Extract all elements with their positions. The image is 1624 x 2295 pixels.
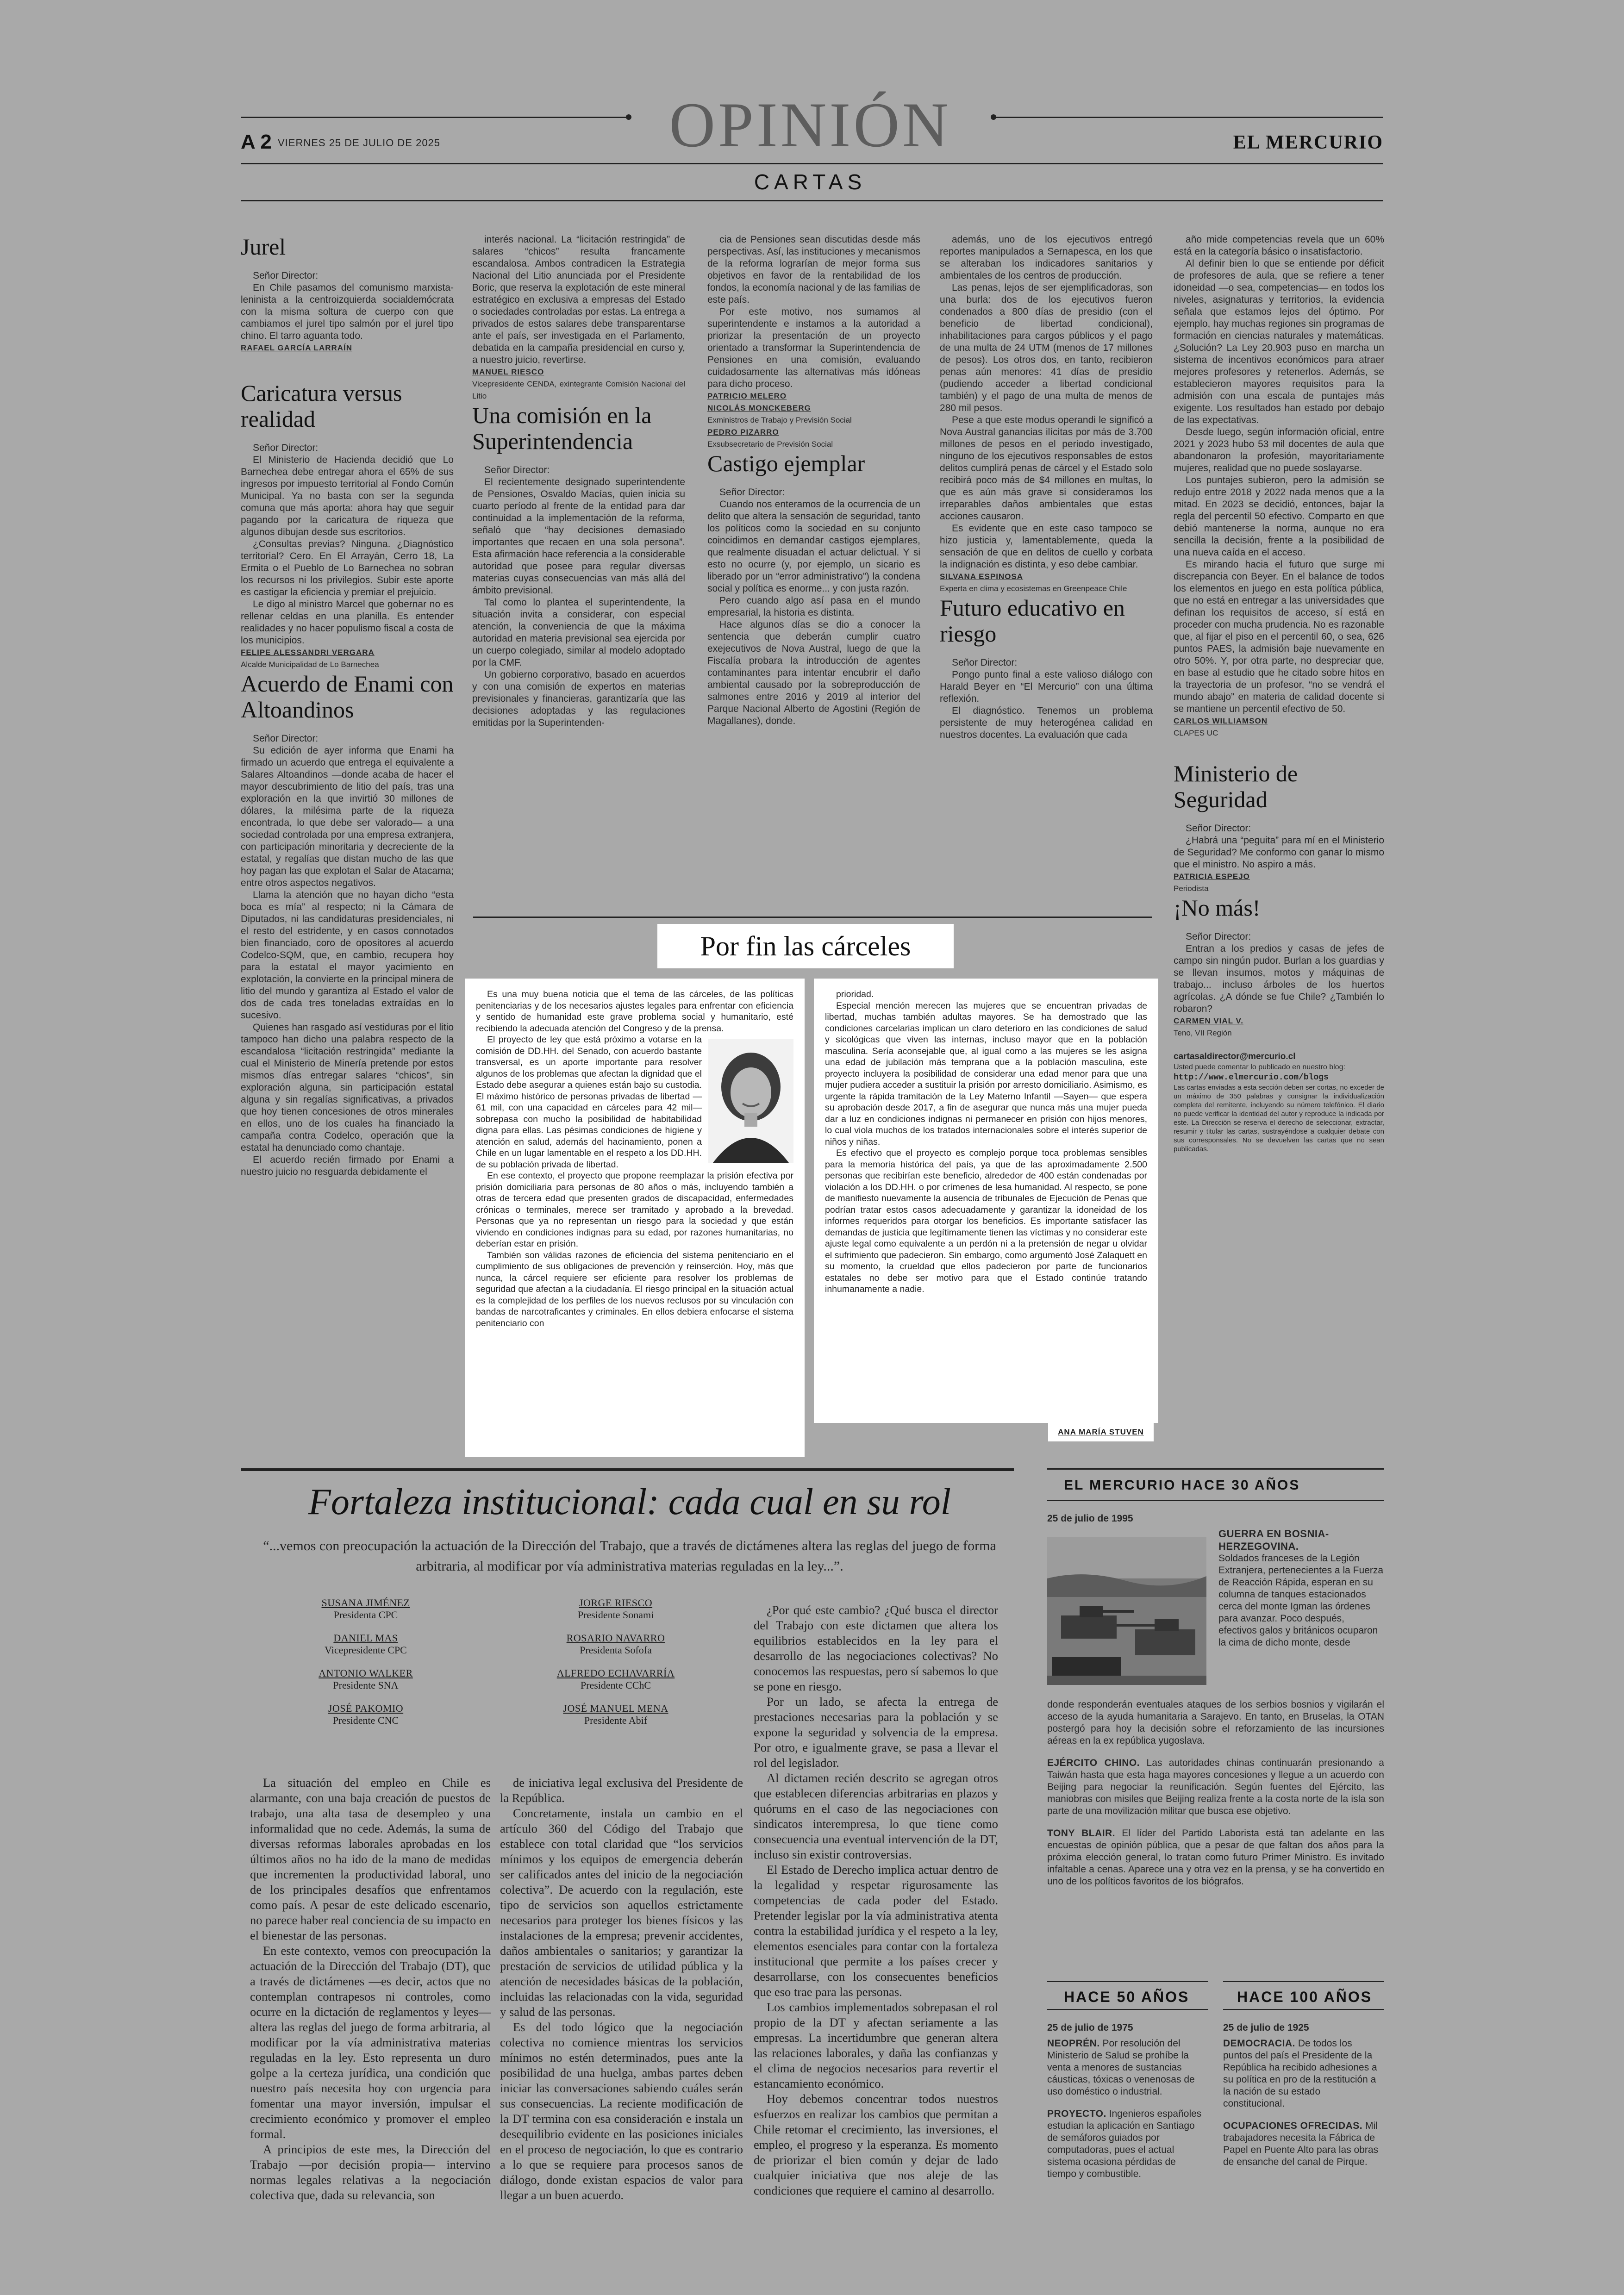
- letter-paragraph: Pero cuando algo así pasa en el mundo empresarial, la historia es distinta.: [707, 595, 920, 618]
- letter-nomas: [1174, 895, 1384, 1039]
- hace100-kicker2: OCUPACIONES OFRECIDAS.: [1223, 2120, 1363, 2131]
- letter-salutation: Señor Director:: [253, 443, 319, 453]
- header-dot-left: [626, 114, 631, 120]
- signer-role: Vicepresidente CPC: [325, 1644, 407, 1656]
- letter-enami: [241, 671, 454, 1178]
- letter-paragraph: interés nacional. La “licitación restringida” de salares “chicos” resulta francamente escandalosa. Ambos contradicen la Estrategia Nacional del Litio anunciada por el Presidente Boric, que reserva la explotación de este mineral estratégico en exclusiva a empresas del Estado o sociedades controladas por estas. La entrega a privados de estos salares debe transparentarse ante el país, ser investigada en el Parlamento, debatida en la campaña presidencial en curso y, a nuestro juicio, revertirse.: [472, 234, 685, 365]
- hace50-content: [1047, 2022, 1205, 2180]
- signer-name: JOSÉ MANUEL MENA: [563, 1703, 668, 1714]
- letter-salutation: Señor Director:: [253, 733, 319, 744]
- hace100-story2-text: Mil trabajadores necesita la Fábrica de Papel en Puente Alto para las obras de ensanche del canal de Pirque.: [1223, 2120, 1379, 2167]
- signer-name: SUSANA JIMÉNEZ: [321, 1597, 410, 1609]
- letter-paragraph: El acuerdo recién firmado por Enami a nuestro juicio no resguarda debidamente el: [241, 1154, 454, 1177]
- contact-note: Las cartas enviadas a esta sección deben ser cortas, no exceder de un máximo de 350 palabras y consignar la individualización completa del remitente, incluyendo su número telefónico. El diario no puede verificar la identidad del autor y reproduce la indicada por este. La Dirección se reserva el derecho de seleccionar, extractar, resumir y titular las cartas, sustrayéndose a cualquier debate con sus corresponsales. No se devuelven las cartas que no sean publicadas.: [1174, 1084, 1384, 1153]
- letter-paragraph: ¿Consultas previas? Ninguna. ¿Diagnóstico territorial? Cero. En El Arrayán, Cerro 18, La Ermita o el Pueblo de Lo Barnechea no sobran los recursos ni los privilegios. Subir este aporte es castigar la eficiencia y premiar el prejuicio.: [241, 539, 454, 598]
- hace30-story2-text: Las autoridades chinas continuarán presionando a Taiwán hasta que esta haga mayores concesiones y llegue a un acuerdo con Beijing para negociar la reunificación. Según fuentes del Ejército, las maniobras con misiles que Beijing realiza frente a la costa norte de la isla son parte de una movilización militar que busca ese objetivo.: [1047, 1758, 1384, 1816]
- letter-paragraph: Pongo punto final a este valioso diálogo con Harald Beyer en “El Mercurio” con una última reflexión.: [940, 669, 1153, 704]
- letter-salutation: Señor Director:: [484, 465, 550, 475]
- editorial-paragraph: Al dictamen recién descrito se agregan otros que establecen diferencias arbitrarias en plazos y quórums en el caso de las negociaciones con sindicatos interempresa, lo que tiene como consecuencia una eventual intervención de la DT, incluso sin existir controversias.: [754, 1771, 998, 1861]
- hace50-story2-text: Ingenieros españoles estudian la aplicación en Santiago de semáforos guiados por computadoras, pues el actual sistema ocasiona pérdidas de tiempo y combustible.: [1047, 2108, 1202, 2179]
- letter-role: Vicepresidente CENDA, exintegrante Comisión Nacional del Litio: [472, 380, 685, 400]
- editorial-paragraph: ¿Por qué este cambio? ¿Qué busca el director del Trabajo con este dictamen que altera los equilibrios establecidos en la ley para el desarrollo de las negociaciones colectivas? No conocemos las respuestas, pero sí sabemos lo que se pone en riesgo.: [754, 1603, 998, 1693]
- featured-column-2: [814, 979, 1158, 1423]
- hace50-story1-text: Por resolución del Ministerio de Salud se prohíbe la venta a menores de sustancias cáusticas, tóxicas o venenosas de uso doméstico o industrial.: [1047, 2038, 1195, 2097]
- letter-paragraph: Hace algunos días se dio a conocer la sentencia que deberán cumplir cuatro exejecutivos de Nova Austral, luego de que la Fiscalía probara la introducción de agentes contaminantes para intentar encubrir el daño ambiental causado por la sobreproducción de salmones entre 2016 y 2019 al interior del Parque Nacional Alberto de Agostini (Región de Magallanes), donde.: [707, 619, 920, 726]
- letters-column-1: [241, 234, 454, 1178]
- letter-paragraph: además, uno de los ejecutivos entregó reportes manipulados a Sernapesca, en los que se alteraban los indicadores sanitarios y ambientales de los centros de producción.: [940, 234, 1153, 281]
- letter-paragraph: El Ministerio de Hacienda decidió que Lo Barnechea debe entregar ahora el 65% de sus ingresos por impuesto territorial al Fondo Común Municipal. Ya no basta con ser la segunda comuna que más aporta: ahora hay que seguir pagando por la caricatura de riqueza que algunos dibujan desde sus escritorios.: [241, 455, 454, 537]
- hace30-date: 25 de julio de 1995: [1047, 1513, 1133, 1524]
- letter-paragraph: Le digo al ministro Marcel que gobernar no es rellenar celdas en una planilla. Es entender realidades y no hacer populismo fiscal a costa de los municipios.: [241, 599, 454, 646]
- hace30-rule: [1047, 1468, 1384, 1470]
- signer-name: JOSÉ PAKOMIO: [328, 1703, 404, 1714]
- page-date: VIERNES 25 DE JULIO DE 2025: [278, 137, 441, 149]
- letter-signature: CARLOS WILLIAMSON: [1174, 717, 1268, 725]
- letter-title: Futuro educativo en riesgo: [940, 595, 1125, 647]
- hace30-photo: [1047, 1537, 1206, 1685]
- hace50-kicker2: PROYECTO.: [1047, 2108, 1106, 2119]
- subsection-title: CARTAS: [754, 170, 867, 194]
- letter-title: Una comisión en la Superintendencia: [472, 402, 652, 454]
- letter-title: Acuerdo de Enami con Altoandinos: [241, 671, 454, 723]
- hace50-date: 25 de julio de 1975: [1047, 2022, 1133, 2033]
- letters-column-2: [472, 234, 685, 729]
- letter-role: CLAPES UC: [1174, 729, 1218, 737]
- letter-paragraph: Entran a los predios y casas de jefes de campo sin ningún pudor. Burlan a los guardias y se llevan insumos, motos y máquinas de trabajo... incluso árboles de los huertos agrícolas. ¿A dónde se fue Chile? ¿También lo robaron?: [1174, 943, 1384, 1014]
- letter-signature: CARMEN VIAL V.: [1174, 1017, 1243, 1025]
- page-number: A 2: [241, 131, 272, 153]
- letter-paragraph: Un gobierno corporativo, basado en acuerdos y con una comisión de expertos en materias previsionales y financieras, garantizaría que las decisiones adoptadas y las regulaciones emitidas por la Superintenden-: [472, 669, 685, 728]
- contact-blog-intro: Usted puede comentar lo publicado en nuestro blog:: [1174, 1063, 1345, 1071]
- header-rule-top: [241, 163, 1383, 164]
- hace100-story1-text: De todos los puntos del país el Presidente de la República ha recibido adhesiones a su política en pro de la restitución a la nación de su estado constitucional.: [1223, 2038, 1377, 2109]
- letters-column-5: [1174, 234, 1384, 1154]
- hace50-header: HACE 50 AÑOS: [1064, 1989, 1190, 2005]
- letter-paragraph: Cuando nos enteramos de la ocurrencia de un delito que altera la sensación de seguridad, tanto los políticos como la sociedad en su conjunto coincidimos en demandar castigos ejemplares, que realmente disuadan el actuar delictual. Y si esto no ocurre (y, por ejemplo, un sicario es liberado por un “error administrativo”) la condena social y política es enorme... y con justa razón.: [707, 499, 920, 594]
- header-rule-left: [241, 117, 630, 118]
- letter-signature: FELIPE ALESSANDRI VERGARA: [241, 648, 375, 657]
- editorial-paragraph: Es del todo lógico que la negociación colectiva no comience mientras los servicios mínimos no estén determinados, pues ante la posibilidad de una huelga, ambas partes deben iniciar las conversaciones sabiendo cuáles serán sus consecuencias. La reciente modificación de la DT termina con esa consideración e instala un desequilibrio evidente en las posiciones iniciales en el proceso de negociación, lo que es contrario a lo que se requiere para procesos sanos de diálogo, donde existan espacios de valor para llegar a un buen acuerdo.: [500, 2020, 743, 2202]
- featured-paragraph: Especial mención merecen las mujeres que se encuentran privadas de libertad, muchas también adultas mayores. Se ha demostrado que las condiciones carcelarias implican un claro deterioro en las condiciones de salud y sicológicas que viven las internas, incluso mayor que en la población masculina. Sería aconsejable que, al igual como a las mujeres se les asigna una edad de jubilación más temprana que a la población masculina, este proyecto incluyera la posibilidad de considerar una edad menor para que una mujer pudiera acceder a sustituir la prisión por arresto domiciliario. Asimismo, es urgente la rápida tramitación de la Ley Materno Infantil —Sayen— que espera su aprobación desde 2017, a fin de asegurar que nunca más una mujer pueda dar a luz en condiciones indignas ni permanecer en prisión con hijos menores, lo cual viola muchos de los tratados internacionales sobre el interés superior de niños y niñas.: [825, 1000, 1147, 1147]
- editorial-title: Fortaleza institucional: cada cual en su rol: [308, 1482, 951, 1522]
- contact-email[interactable]: cartasaldirector@mercurio.cl: [1174, 1052, 1296, 1061]
- letter-castigo: [707, 450, 920, 727]
- letter-role: Exsubsecretario de Previsión Social: [707, 440, 833, 449]
- newspaper-name: EL MERCURIO: [1233, 132, 1383, 153]
- tank-column-photo-icon: [1047, 1537, 1206, 1685]
- letter-paragraph: año mide competencias revela que un 60% está en la categoría básico o insatisfactorio.: [1174, 234, 1384, 257]
- signer-role: Presidente SNA: [333, 1679, 399, 1691]
- letter-paragraph: Llama la atención que no hayan dicho “esta boca es mía” al respecto; ni la Cámara de Diputados, ni las candidaturas presidenciales, ni el resto del estridente, y en casos connotados bien financiado, coro de opositores al acuerdo Codelco-SQM, que, en cambio, recupera hoy para la estatal el mayor yacimiento en explotación, la convierte en la principal minera de litio del mundo y garantiza al Estado el valor de dos de cada tres toneladas extraídas en lo sucesivo.: [241, 890, 454, 1021]
- signer-role: Presidente Sonami: [577, 1609, 654, 1621]
- letter-role: Periodista: [1174, 884, 1209, 893]
- hace30-kicker2: EJÉRCITO CHINO.: [1047, 1758, 1140, 1768]
- letter-paragraph: El diagnóstico. Tenemos un problema persistente de muy heterogénea calidad en nuestros docentes. La evaluación que cada: [940, 705, 1153, 740]
- editorial-paragraph: Los cambios implementados sobrepasan el rol propio de la DT y afectan seriamente a las empresas. La incertidumbre que generan altera las relaciones laborales, y daña las confianzas y el clima de negocios necesarios para revertir el estancamiento económico.: [754, 2000, 998, 2090]
- letter-signature: NICOLÁS MONCKEBERG: [707, 404, 811, 412]
- hace100-story2: [1223, 2120, 1380, 2168]
- letter-paragraph: Al definir bien lo que se entiende por déficit de profesores de aula, que se refiere a tener idoneidad —o sea, competencias— en todos los niveles, asignaturas y territorios, la evidencia señala que estamos lejos del óptimo. Por ejemplo, hay muchas regiones sin programas de formación en ciencias naturales y matemáticas. ¿Solución? La Ley 20.903 puso en marcha un sistema de incentivos económicos para atraer mejores profesores y retenerlos. Además, se establecieron mayores requisitos para la admisión con una escala de puntajes más exigente. Los resultados han estado por debajo de las expectativas.: [1174, 258, 1384, 425]
- hace30-kicker3: TONY BLAIR.: [1047, 1828, 1116, 1839]
- hace30-story1-text: Soldados franceses de la Legión Extranjera, pertenecientes a la Fuerza de Reacción Rápida, esperan en su columna de tanques estacionados cerca del monte Igman las órdenes para avanzar. Poco después, efectivos galos y británicos ocuparon la cima de dicho monte, desde: [1218, 1553, 1384, 1648]
- featured-paragraph: En ese contexto, el proyecto que propone reemplazar la prisión efectiva por prisión domiciliaria para personas de 80 años o más, incluyendo también a otras de tercera edad que presenten grados de discapacidad, enfermedades crónicas o terminales, merece ser tramitado y aprobado a la brevedad. Personas que ya no representan un riesgo para la sociedad y que están viviendo en condiciones indignas para su edad, por razones humanitarias, no deberían estar en prisión.: [476, 1171, 793, 1249]
- letter-title: Jurel: [241, 234, 286, 260]
- hace30-stories: [1047, 1699, 1384, 1888]
- letter-futuro: [940, 595, 1153, 741]
- author-photo: [708, 1039, 793, 1163]
- letters-column-4: [940, 234, 1153, 741]
- letter-paragraph: Es evidente que en este caso tampoco se hizo justicia y, lamentablemente, queda la sensación de que en delitos de cuello y corbata la indignación es distinta, y eso debe cambiar.: [940, 523, 1153, 570]
- signer-name: DANIEL MAS: [333, 1632, 398, 1644]
- hace30-header: EL MERCURIO HACE 30 AÑOS: [1064, 1478, 1300, 1493]
- letter-paragraph: Su edición de ayer informa que Enami ha firmado un acuerdo que entrega el equivalente a Salares Altoandinos —donde acaba de hacer el mayor descubrimiento de litio del país, tras una exploración en la que invirtió 30 millones de dólares, la milésima parte de la riqueza encontrada, lo que debe ser valorado— a una sociedad controlada por una empresa extranjera, con participación minoritaria y decreciente de la estatal, y regalías que distan mucho de las que hoy pagan las que explotan el Salar de Atacama; entre otros aspectos negativos.: [241, 745, 454, 888]
- header-rule-bottom: [241, 200, 1383, 201]
- letter-signature: PATRICIA ESPEJO: [1174, 872, 1250, 881]
- hace50-story1: [1047, 2038, 1205, 2098]
- letter-signature: MANUEL RIESCO: [472, 368, 544, 376]
- hace30-kicker: GUERRA EN BOSNIA-HERZEGOVINA.: [1218, 1528, 1329, 1552]
- letter-salutation: Señor Director:: [253, 270, 319, 281]
- letter-salutation: Señor Director:: [719, 487, 785, 498]
- editorial-column-1: [250, 1775, 491, 2203]
- signer-name: ALFREDO ECHAVARRÍA: [556, 1667, 675, 1679]
- signer-name: ANTONIO WALKER: [319, 1667, 413, 1679]
- letter-paragraph: Tal como lo plantea el superintendente, la situación invita a considerar, con especial atención, la conveniencia de que la máxima autoridad en materia previsional sea ejercida por un cuerpo colegiado, similar al modelo adoptado por la CMF.: [472, 597, 685, 668]
- signer-name: JORGE RIESCO: [579, 1597, 653, 1609]
- hace100-story1: [1223, 2038, 1380, 2110]
- editorial-paragraph: A principios de este mes, la Dirección del Trabajo —por decisión propia— intervino normas legales relativas a la negociación colectiva que, dada su relevancia, son: [250, 2142, 491, 2202]
- editorial-paragraph: Por un lado, se afecta la entrega de prestaciones necesarias para la población y se expone la seguridad y solvencia de la empresa. Por otro, e igualmente grave, se pasa a llevar el rol del legislador.: [754, 1695, 998, 1770]
- featured-rule: [473, 917, 1152, 918]
- letter-comision: [472, 402, 685, 729]
- editorial-column-3: [754, 1603, 998, 2198]
- featured-column-1: [465, 979, 805, 1457]
- letter-salutation: Señor Director:: [1186, 823, 1251, 834]
- letter-title: ¡No más!: [1174, 895, 1261, 921]
- hace30-story1-wrap: [1218, 1528, 1384, 1649]
- signer-role: Presidente CNC: [332, 1715, 399, 1726]
- editorial-paragraph: En este contexto, vemos con preocupación la actuación de la Dirección del Trabajo (DT), que a través de dictámenes —es decir, actos que no contemplan contrapesos ni controles, como ocurre en la dictación de reglamentos y leyes— altera las reglas del juego de forma arbitraria, al modificar por la vía administrativa materias reguladas en la ley. Esto representa un duro golpe a la certeza jurídica, una condición que nuestro país necesita hoy con urgencia para fomentar una mayor inversión, impulsar el crecimiento económico y promover el empleo formal.: [250, 1944, 491, 2141]
- letter-paragraph: Desde luego, según información oficial, entre 2021 y 2023 hubo 53 mil docentes de aula que abandonaron la profesión, mayoritariamente mujeres, realidad que no puede soslayarse.: [1174, 427, 1384, 474]
- hace30-header-box: [1047, 1472, 1384, 1501]
- letter-role: Teno, VII Región: [1174, 1029, 1232, 1037]
- editorial-quote: “...vemos con preocupación la actuación de la Dirección del Trabajo, que a través de dictámenes altera las reglas del juego de forma arbitraria, al modificar por vía administrativa materias reguladas en la ley...”.: [263, 1538, 996, 1574]
- letter-paragraph: Por este motivo, nos sumamos al superintendente e instamos a la autoridad a priorizar la presentación de un proyecto orientado a transformar la Superintendencia de Pensiones en una comisión, evaluando cuidadosamente las alternativas más idóneas para dicho proceso.: [707, 306, 920, 389]
- letter-paragraph: Es mirando hacia el futuro que surge mi discrepancia con Beyer. En el balance de todos los elementos en juego en esta política pública, que no está en entregar a las universidades que definan los requisitos de acceso, sí está en proceder con mucha prudencia. No es razonable que, al fijar el piso en el percentil 60, o sea, 626 puntos PAES, la admisión baje nuevamente en otro 50%. Y, por otra parte, no despreciar que, en base al estudio que he citado sobre hitos en la trayectoria de un profesor, “no se vendrá el mundo abajo” en materia de calidad docente si se mantiene un percentil efectivo de 50.: [1174, 559, 1384, 714]
- letter-signature: RAFAEL GARCÍA LARRAÍN: [241, 343, 353, 352]
- letter-salutation: Señor Director:: [952, 657, 1018, 668]
- signer-role: Presidenta CPC: [333, 1609, 398, 1621]
- hace50-rule: [1047, 1981, 1208, 1982]
- letter-paragraph: Los puntajes subieron, pero la admisión se redujo entre 2018 y 2022 nada menos que a la mitad. En 2023 se decidió, entonces, bajar la regla del percentil 50 efectivo. Comparto en que debió mantenerse la norma, aunque no era sencilla la decisión, frente a la posibilidad de una nueva caída en el acceso.: [1174, 475, 1384, 558]
- letter-role: Exministros de Trabajo y Previsión Social: [707, 416, 852, 424]
- featured-paragraph: prioridad.: [836, 989, 874, 999]
- hace50-kicker1: NEOPRÉN.: [1047, 2038, 1100, 2049]
- hace100-date: 25 de julio de 1925: [1223, 2022, 1309, 2033]
- featured-paragraph: Es efectivo que el proyecto es complejo porque toca problemas sensibles para la memoria histórica del país, ya que de las aproximadamente 2.500 personas que recibirían este beneficio, alrededor de 400 están condenadas por violación a los DD.HH. o por crímenes de lesa humanidad. Al respecto, se pone de manifiesto nuevamente la ausencia de tribunales de Ejecución de Penas que podrían tratar estos casos adecuadamente y garantizar la idoneidad de los informes requeridos para otorgar los beneficios. Es importante satisfacer las demandas de justicia que legítimamente tienen las víctimas y no considerar este ajuste legal como equivalente a un perdón ni a la pretensión de negar u olvidar el sufrimiento que padecieron. Sin embargo, como argumentó José Zalaquett en su momento, la crueldad que ellos padecieron por parte de funcionarios estatales no debe ser motivo para que el Estado continúe tratando inhumanamente a nadie.: [825, 1148, 1147, 1294]
- editorial-column-2: [500, 1775, 743, 2203]
- letters-contact-info: [1174, 1051, 1384, 1154]
- letter-paragraph: Quienes han rasgado así vestiduras por el litio tampoco han dicho una palabra respecto de la escandalosa “licitación restringida” mediante la cual el Ministerio de Minería pretende por estos mismos días entregar salares “chicos”, sin exploración alguna, sin participación estatal alguna y sin regalías significativas, a privados que hoy tienen concesiones de otros minerales en ellos, uno de los cuales ha financiado la campaña contra Codelco, operación que la estatal ha denunciado como chantaje.: [241, 1022, 454, 1153]
- hace50-story2: [1047, 2108, 1205, 2180]
- editorial-signers-right: [537, 1592, 694, 1738]
- featured-paragraph: También son válidas razones de eficiencia del sistema penitenciario en el cumplimiento de sus obligaciones de prevención y reinserción. Hoy, más que nunca, la cárcel requiere ser eficiente para resolver los problemas de seguridad que afectan a la ciudadanía. El riesgo principal en la situación actual es la complejidad de los perfiles de los nuevos reclusos por su vinculación con bandas de narcotraficantes y criminales. En ellos debiera enfocarse el sistema penitenciario con: [476, 1250, 793, 1328]
- hace30-story3: [1047, 1827, 1384, 1888]
- featured-paragraph: Es una muy buena noticia que el tema de las cárceles, de las políticas penitenciarias y de los necesarios ajustes legales para enfrentar con eficiencia y sentido de humanidad este grave problema social y humanitario, esté recibiendo la adecuada atención del Congreso y de la prensa.: [476, 989, 793, 1034]
- section-title: OPINIÓN: [669, 89, 951, 160]
- signer-name: ROSARIO NAVARRO: [566, 1632, 665, 1644]
- letter-title: Castigo ejemplar: [707, 450, 865, 476]
- hace100-kicker1: DEMOCRACIA.: [1223, 2038, 1295, 2049]
- letter-title: Caricatura versus realidad: [241, 380, 402, 432]
- hace30-story3-text: El líder del Partido Laborista está tan adelante en las encuestas de opinión pública, que a pesar de que faltan dos años para la próxima elección general, lo tratan como futuro Primer Ministro. Es invitado infaltable a cenas. Aparece una y otra vez en la prensa, y se ha convertido en uno de los políticos favoritos de los biógrafos.: [1047, 1828, 1384, 1887]
- letter-jurel: [241, 234, 454, 380]
- editorial-paragraph: La situación del empleo en Chile es alarmante, con una baja creación de puestos de trabajo, una alta tasa de desempleo y una informalidad que no cede. Además, la suma de diversas reformas laborales aprobadas en los últimos años no ha ido de la mano de medidas que incrementen la productividad laboral, uno de los principales desafíos que enfrentamos como país. A pesar de este delicado escenario, no parece haber real conciencia de su impacto en el bienestar de las personas.: [250, 1776, 491, 1942]
- editorial-signers-left: [287, 1592, 444, 1738]
- letter-role: Experta en clima y ecosistemas en Greenpeace Chile: [940, 584, 1127, 593]
- letter-signature: PATRICIO MELERO: [707, 392, 787, 400]
- featured-paragraph: El proyecto de ley que está próximo a votarse en la comisión de DD.HH. del Senado, con acuerdo bastante transversal, es un aporte importante para resolver algunos de los problemas que afectan la dignidad que el Estado debe asegurar a quienes están bajo su custodia. El máximo histórico de personas privadas de libertad —61 mil, con una capacidad en cárceles para 42 mil— sobrepasa con mucho la posibilidad de habitabilidad digna para ellas. Las pésimas condiciones de higiene y atención en salud, además del hacinamiento, ponen a Chile en un lugar lamentable en el respeto a los DD.HH. de su población privada de libertad.: [476, 1035, 702, 1170]
- hace30-story1-cont: donde responderán eventuales ataques de los serbios bosnios y vigilarán el acceso de la ayuda humanitaria a Sarajevo. En tanto, en Bruselas, la OTAN postergó para hoy la decisión sobre el reforzamiento de las incursiones aéreas en la ex república yugoslava.: [1047, 1699, 1384, 1746]
- letter-paragraph: Pese a que este modus operandi le significó a Nova Austral ganancias ilícitas por más de 3.700 millones de pesos en el periodo investigado, ninguno de los ejecutivos responsables de estos delitos cumplirá penas de cárcel y el Estado solo recibirá poco más de $4 millones en multas, lo que es aún más grave si consideramos los irreparables daños ambientales que estas acciones causaron.: [940, 415, 1153, 522]
- letter-signature: PEDRO PIZARRO: [707, 428, 779, 437]
- author-portrait-icon: [708, 1039, 793, 1163]
- editorial-paragraph: El Estado de Derecho implica actuar dentro de la legalidad y respetar rigurosamente las competencias de cada poder del Estado. Pretender legislar por la vía administrativa atenta contra la estabilidad jurídica y el respeto a la ley, elementos esenciales para contar con la fortaleza institucional que permite a los países crecer y desarrollarse, con los consecuentes beneficios que eso trae para las personas.: [754, 1863, 998, 1999]
- header-rule-right: [995, 117, 1383, 118]
- letter-salutation: Señor Director:: [1186, 931, 1251, 942]
- letter-paragraph: En Chile pasamos del comunismo marxista-leninista a la centroizquierda socialdemócrata con la misma soltura de cuerpo con que cambiamos el jurel tipo salmón por el jurel tipo chino. El tarro aguanta todo.: [241, 282, 454, 341]
- contact-blog-link[interactable]: http://www.elmercurio.com/blogs: [1174, 1073, 1329, 1082]
- signer-role: Presidenta Sofofa: [580, 1644, 652, 1656]
- letter-paragraph: Las penas, lejos de ser ejemplificadoras, son una burla: dos de los ejecutivos fueron condenados a 800 días de presidio (con el beneficio de libertad condicional), inhabilitaciones para cargos públicos y el pago de una multa de 24 UTM (menos de 17 millones de pesos). Los otros dos, en tanto, recibieron penas aún menores: 41 días de presidio (pudiendo acceder a libertad condicional también) y el pago de una multa de menos de 280 mil pesos.: [940, 282, 1153, 413]
- editorial-paragraph: Hoy debemos concentrar todos nuestros esfuerzos en realizar los cambios que permitan a Chile retomar el crecimiento, las inversiones, el empleo, el progreso y la esperanza. Es momento de priorizar el bien común y dejar de lado cualquier iniciativa que nos aleje de las condiciones que requiere el camino al desarrollo.: [754, 2092, 998, 2197]
- hace100-header-box: [1223, 1984, 1384, 2010]
- letter-role: Alcalde Municipalidad de Lo Barnechea: [241, 660, 379, 669]
- editorial-paragraph: de iniciativa legal exclusiva del Presidente de la República.: [500, 1776, 743, 1805]
- signer-role: Presidente Abif: [584, 1715, 648, 1726]
- hace100-header: HACE 100 AÑOS: [1237, 1989, 1373, 2005]
- hace50-header-box: [1047, 1984, 1208, 2010]
- letter-paragraph: ¿Habrá una “peguita” para mí en el Ministerio de Seguridad? Me conformo con ganar lo mismo que el ministro. No aspiro a más.: [1174, 835, 1384, 870]
- letter-signature: SILVANA ESPINOSA: [940, 572, 1024, 581]
- hace100-content: [1223, 2022, 1380, 2168]
- letter-caricatura: [241, 380, 454, 671]
- hace30-story2: [1047, 1757, 1384, 1817]
- letter-ministerio: [1174, 761, 1384, 895]
- featured-signature: ANA MARÍA STUVEN: [1048, 1423, 1154, 1441]
- letter-title: Ministerio de Seguridad: [1174, 761, 1298, 812]
- hace100-rule: [1223, 1981, 1384, 1982]
- signer-role: Presidente CChC: [580, 1679, 651, 1691]
- editorial-paragraph: Concretamente, instala un cambio en el artículo 360 del Código del Trabajo que establece con total claridad que “los servicios mínimos y los equipos de emergencia deberán ser calificados antes del inicio de la negociación colectiva”. De acuerdo con la regulación, este tipo de servicios son aquellos estrictamente necesarios para proteger los bienes físicos y las instalaciones de la empresa; prevenir accidentes, daños ambientales o sanitarios; y garantizar la prestación de servicios de utilidad pública y la atención de necesidades básicas de la población, incluidas las relacionadas con la vida, seguridad y salud de las personas.: [500, 1806, 743, 2019]
- letter-paragraph: El recientemente designado superintendente de Pensiones, Osvaldo Macías, quien inicia su cuarto período al frente de la entidad para dar continuidad a la implementación de la reforma, señaló que “hay decisiones demasiado importantes que recaen en una sola persona”. Esta afirmación hace referencia a la considerable autoridad que posee para regular diversas materias cuyas consecuencias van más allá del ámbito previsional.: [472, 477, 685, 596]
- editorial-rule: [241, 1468, 1014, 1471]
- letter-paragraph: cia de Pensiones sean discutidas desde más perspectivas. Así, las instituciones y mecanismos de la reforma lograrían de mejor forma sus objetivos en favor de la rentabilidad de los fondos, la economía nacional y de las familias de este país.: [707, 234, 920, 305]
- featured-title: Por fin las cárceles: [657, 924, 954, 968]
- letters-column-3: [707, 234, 920, 727]
